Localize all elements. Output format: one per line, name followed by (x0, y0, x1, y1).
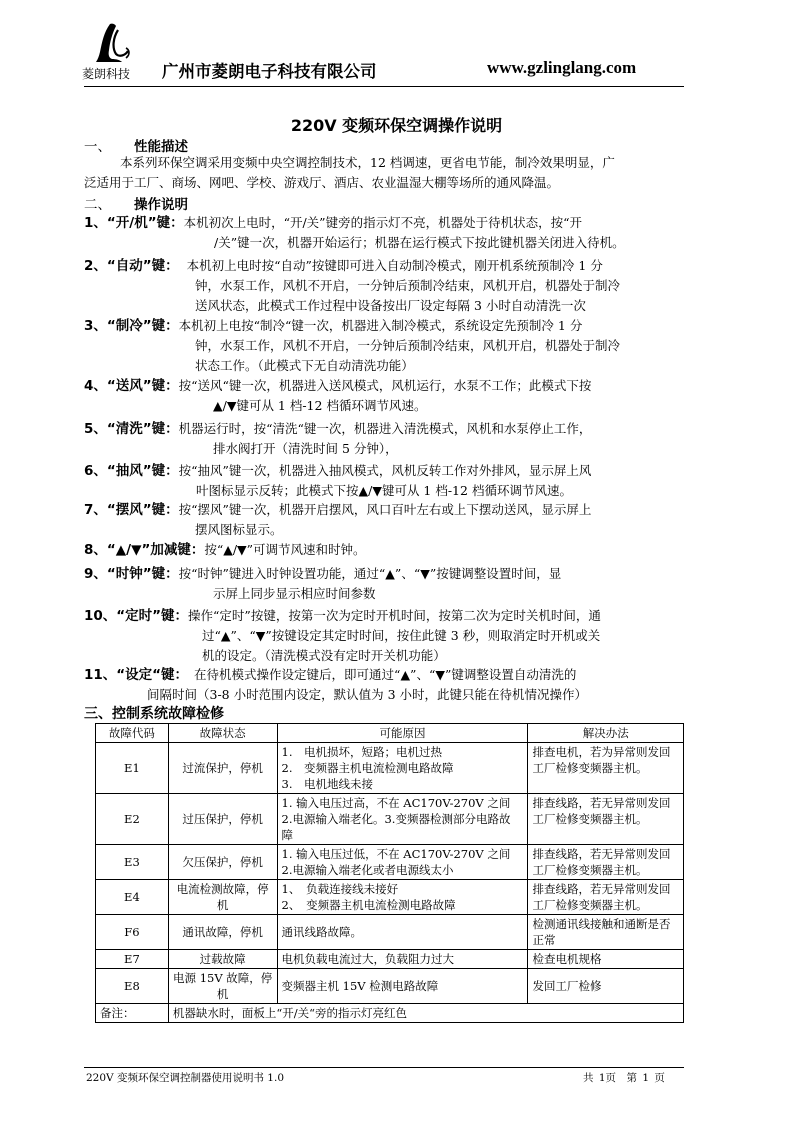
fault-code: E8 (96, 969, 169, 1004)
table-row (96, 880, 684, 915)
item-text: ▲/▼键可从 1 档-12 档循环调节风速。 (213, 398, 427, 413)
item-text: 机器运行时，按“清洗“键一次，机器进入清洗模式，风机和水泵停止工作， (178, 421, 592, 436)
fault-solution: 排查电机，若为异常则发回工厂检修变频器主机。 (528, 743, 684, 794)
item-text: 在待机模式操作设定键后，即可通过“▲”、“▼”键调整设置自动清洗的 (194, 667, 577, 682)
table-row (96, 743, 684, 794)
item-key-label: 10、“定时”键： (84, 608, 189, 624)
item-key-label: 7、“摆风”键： (84, 502, 179, 518)
company-name: 广州市菱朗电子科技有限公司 (162, 62, 377, 81)
section-1-body (84, 153, 688, 193)
table-note-row (96, 1004, 684, 1023)
section-number: 一、 (84, 139, 111, 155)
item-text: 按“送风“键一次，机器进入送风模式，风机运行，水泵不工作；此模式下按 (178, 378, 592, 393)
table-row (96, 969, 684, 1004)
fault-table (95, 723, 684, 1023)
footer-page-info: 共 1页 第 1 页 (583, 1072, 665, 1084)
fault-solution: 检测通讯线接触和通断是否正常 (528, 915, 684, 950)
fault-code: F6 (96, 915, 169, 950)
document-title: 220V 变频环保空调操作说明 (290, 116, 503, 135)
instruction-item (84, 564, 690, 604)
item-key-label: 9、“时钟”键： (84, 566, 179, 582)
item-key-label: 1、“开/机”键： (84, 215, 184, 231)
fault-causes (277, 794, 528, 845)
fault-code: E4 (96, 880, 169, 915)
instruction-item (84, 540, 690, 560)
fault-code: E2 (96, 794, 169, 845)
item-text: 按“▲/▼”可调节风速和时钟。 (204, 542, 366, 557)
item-key-label: 5、“清洗”键： (84, 421, 179, 437)
item-text: 按“摆风”键一次，机器开启摆风，风口百叶左右或上下摆动送风，显示屏上 (178, 502, 592, 517)
fault-code: E7 (96, 950, 169, 969)
item-text: 叶图标显示反转；此模式下按▲/▼键可从 1 档-12 档循环调节风速。 (196, 483, 572, 498)
table-row (96, 915, 684, 950)
section-1-heading (84, 135, 188, 155)
item-text: 过“▲”、“▼”按键设定其定时时间，按住此键 3 秒，则取消定时开机或关 (202, 628, 601, 643)
item-text: 本机初上电时按“自动”按键即可进入自动制冷模式，刚开机系统预制冷 1 分 (186, 258, 603, 273)
section-3-heading: 三、控制系统故障检修 (84, 706, 224, 722)
instruction-item (84, 461, 690, 501)
fault-code: E3 (96, 845, 169, 880)
fault-causes (277, 915, 528, 950)
fault-status: 欠压保护，停机 (168, 845, 277, 880)
fault-solution: 检查电机规格 (528, 950, 684, 969)
fault-causes (277, 743, 528, 794)
cause-line: 障 (281, 828, 294, 842)
item-text: /关”键一次，机器开始运行；机器在运行模式下按此键机器关闭进入待机。 (214, 235, 625, 250)
item-text: 本机初上电按“制冷“键一次，机器进入制冷模式，系统设定先预制冷 1 分 (178, 318, 583, 333)
body-line: 泛适用于工厂、商场、网吧、学校、游戏厅、酒店、农业温湿大棚等场所的通风降温。 (84, 175, 560, 190)
cause-line: 1. 输入电压过高，不在 AC170V-270V 之间 (281, 796, 511, 810)
footer-divider (84, 1067, 684, 1068)
cause-line: 1. 输入电压过低，不在 AC170V-270V 之间 (281, 847, 511, 861)
fault-causes (277, 845, 528, 880)
table-row (96, 845, 684, 880)
table-header-row (96, 724, 684, 743)
instruction-item (84, 316, 690, 376)
fault-status: 过流保护，停机 (168, 743, 277, 794)
table-row (96, 794, 684, 845)
item-text: 机的设定。（清洗模式没有定时开关机功能） (202, 648, 446, 663)
item-text: 按“抽风”键一次，机器进入抽风模式，风机反转工作对外排风，显示屏上风 (178, 463, 592, 478)
company-logo (82, 22, 152, 86)
item-text: 示屏上同步显示相应时间参数 (213, 586, 376, 601)
table-row (96, 950, 684, 969)
instruction-item (84, 213, 690, 253)
cause-line: 通讯线路故障。 (281, 925, 363, 939)
cause-line: 2.电源输入端老化或者电源线太小 (281, 863, 454, 877)
cause-line: 2、 变频器主机电流检测电路故障 (281, 898, 456, 912)
cause-line: 电机负载电流过大，负载阻力过大 (281, 952, 455, 966)
body-line: 本系列环保空调采用变频中央空调控制技术，12 档调速，更省电节能，制冷效果明显，广 (120, 155, 615, 170)
instruction-item (84, 376, 690, 416)
fault-solution: 排查线路，若无异常则发回工厂检修变频器主机。 (528, 794, 684, 845)
item-key-label: 4、“送风”键： (84, 378, 179, 394)
column-header: 故障代码 (96, 724, 169, 743)
item-text: 摆风图标显示。 (195, 522, 283, 537)
item-text: 送风状态，此模式工作过程中设备按出厂设定每隔 3 小时自动清洗一次 (195, 298, 586, 313)
item-key-label: 6、“抽风”键： (84, 463, 179, 479)
section-title: 操作说明 (134, 197, 188, 213)
header-divider (84, 86, 684, 87)
fault-code: E1 (96, 743, 169, 794)
item-text: 间隔时间（3-8 小时范围内设定，默认值为 3 小时，此键只能在待机情况操作） (147, 687, 588, 702)
logo-caption: 菱朗科技 (82, 67, 131, 81)
cause-line: 3. 电机地线未接 (281, 777, 373, 791)
cause-line: 2.电源输入端老化。3.变频器检测部分电路故 (281, 812, 511, 826)
fault-causes (277, 880, 528, 915)
website-url: www.gzlinglang.com (487, 58, 637, 77)
item-key-label: 3、“制冷”键： (84, 318, 179, 334)
fault-status: 过压保护，停机 (168, 794, 277, 845)
logo-mark-icon (96, 22, 136, 64)
cause-line: 1、 负载连接线未接好 (281, 882, 399, 896)
footer-doc-name: 220V 变频环保空调控制器使用说明书 1.0 (86, 1072, 284, 1084)
note-text: 机器缺水时，面板上“开/关“旁的指示灯亮红色 (168, 1004, 683, 1023)
item-key-label: 2、“自动”键： (84, 258, 179, 274)
instruction-item (84, 665, 690, 705)
item-text: 状态工作。（此模式下无自动清洗功能） (195, 358, 414, 373)
column-header: 故障状态 (168, 724, 277, 743)
item-text: 钟，水泵工作，风机不开启，一分钟后预制冷结束，风机开启，机器处于制冷 (195, 278, 621, 293)
column-header: 解决办法 (528, 724, 684, 743)
item-key-label: 8、“▲/▼”加减键： (84, 542, 205, 558)
fault-status: 电源 15V 故障，停机 (168, 969, 277, 1004)
item-key-label: 11、“设定“键： (84, 667, 189, 683)
cause-line: 变频器主机 15V 检测电路故障 (281, 979, 439, 993)
fault-causes (277, 969, 528, 1004)
item-text: 本机初次上电时，“开/关”键旁的指示灯不亮，机器处于待机状态，按“开 (183, 215, 582, 230)
item-text: 按“时钟”键进入时钟设置功能，通过“▲”、“▼”按键调整设置时间，显 (178, 566, 562, 581)
section-number: 二、 (84, 197, 111, 213)
fault-status: 通讯故障，停机 (168, 915, 277, 950)
fault-solution: 排查线路，若无异常则发回工厂检修变频器主机。 (528, 880, 684, 915)
item-text: 操作“定时”按键，按第一次为定时开机时间，按第二次为定时关机时间，通 (188, 608, 601, 623)
instruction-item (84, 500, 690, 540)
item-text: 钟，水泵工作，风机不开启，一分钟后预制冷结束，风机开启，机器处于制冷 (195, 338, 621, 353)
instruction-item (84, 256, 690, 316)
column-header: 可能原因 (277, 724, 528, 743)
fault-status: 电流检测故障，停机 (168, 880, 277, 915)
section-2-heading (84, 193, 188, 213)
fault-status: 过载故障 (168, 950, 277, 969)
cause-line: 1. 电机损坏，短路；电机过热 (281, 745, 442, 759)
section-title: 性能描述 (134, 139, 188, 155)
fault-solution: 排查线路，若无异常则发回工厂检修变频器主机。 (528, 845, 684, 880)
fault-causes (277, 950, 528, 969)
instruction-item (84, 606, 690, 666)
item-text: 排水阀打开（清洗时间 5 分钟）， (213, 441, 398, 456)
fault-solution: 发回工厂检修 (528, 969, 684, 1004)
cause-line: 2. 变频器主机电流检测电路故障 (281, 761, 454, 775)
note-label: 备注： (96, 1004, 169, 1023)
instruction-item (84, 419, 690, 459)
